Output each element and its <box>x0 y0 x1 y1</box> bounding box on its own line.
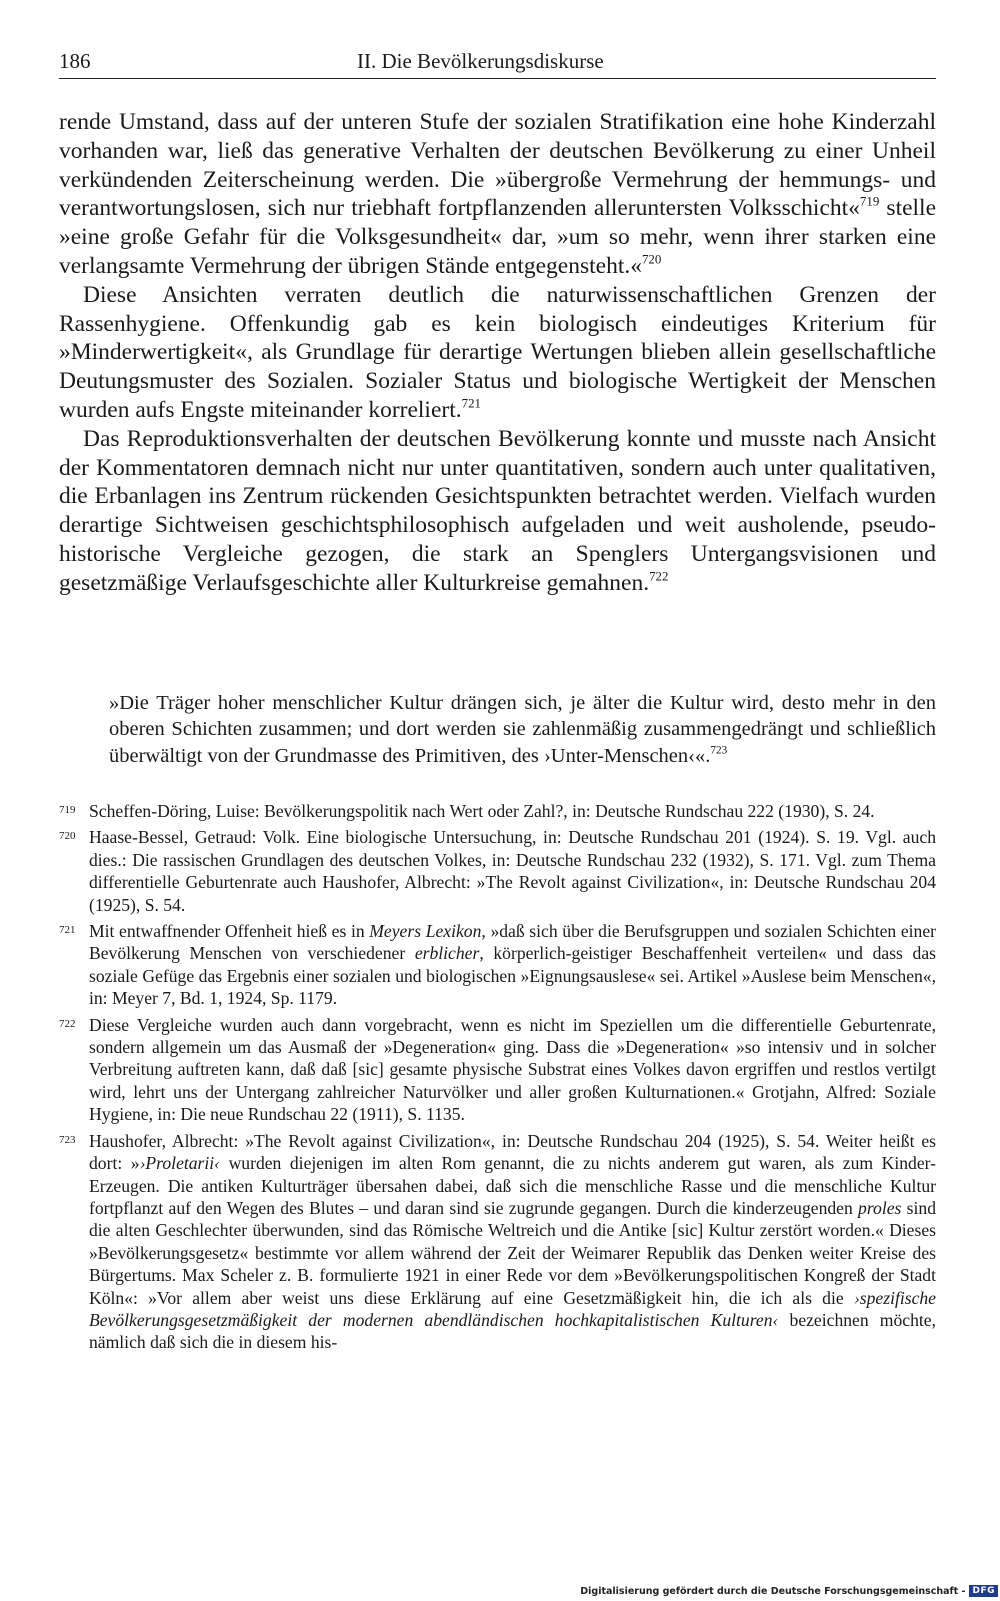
footnote-number: 722 <box>59 1017 76 1030</box>
main-text <box>59 108 936 598</box>
footnote <box>59 920 936 1010</box>
footnote-ref[interactable]: 720 <box>641 251 662 267</box>
footnote-text: bezeichnen möchte, nämlich daß sich die in diesem his- <box>89 1309 936 1353</box>
footnote-text: , körperlich-geistiger Beschaffenheit verteilen« und dass das soziale Gefüge das Ergebnis einer sozialen und biologischen »Eignungsauslese« sei. Artikel »Auslese beim Menschen«, in: Meyer 7, Bd. 1, 1924, Sp. 1179. <box>89 943 936 1009</box>
footnote <box>59 826 936 916</box>
footnote-ref[interactable]: 723 <box>710 744 728 757</box>
block-quote: »Die Träger hoher menschlicher Kultur drängen sich, je älter die Kultur wird, desto mehr in den oberen Schichten zusammen; und dort werden sie zahlenmäßig zusammengedrängt und schließlich überwältigt von der Grundmasse des Primitiven, des ›Unter-Menschen‹«.$^{723}$ <box>109 692 936 767</box>
footnote <box>59 1130 936 1354</box>
dfg-logo: DFG <box>969 1585 998 1597</box>
footnote-text: sind die alten Geschlechter überwunden, sind das Römische Weltreich und die Antike [sic] Kultur zerstört worden.« Dieses »Bevölkerungsgesetz« bestimmte vor allem während der Zeit der Weimarer Republik das Denken weiter Kreise des Bürgertums. Max Scheler z. B. formulierte 1921 in einer Rede vor dem »Bevölkerungspolitischen Kongreß der Stadt Köln«: »Vor allem aber weist uns diese Erklärung auf eine Gesetzmäßigkeit hin, die ich als die <box>89 1197 936 1308</box>
footnote-ref[interactable]: 719 <box>859 193 880 209</box>
running-title: II. Die Bevölkerungsdiskurse <box>357 49 604 73</box>
paragraph-2: Diese Ansichten verraten deutlich die naturwissenschaftlichen Grenzen der Rassenhygiene. Offenkundig gab es kein biologisch eindeutiges Kriterium für »Minderwertigkeit«, als Grundlage für derartige Wertungen blieben allein gesellschaftliche Deutungsmuster des Sozialen. Sozialer Status und biologische Wertigkeit der Menschen wurden aufs Engste miteinander korreliert.$^{721}$ <box>59 281 936 423</box>
paragraph-3: Das Reproduktionsverhalten der deutschen Bevölkerung konnte und musste nach Ansicht der Kommentatoren demnach nicht nur unter quantitativen, sondern auch unter qualitativen, die Erbanlagen ins Zentrum rückenden Gesichtspunkten betrachtet werden. Vielfach wurden derartige Sichtweisen geschichtsphilosophisch aufgeladen und weit ausholende, pseudo-historische Vergleiche gezogen, die stark an Spenglers Untergangsvisionen und gesetzmäßige Verlaufsgeschichte aller Kulturkreise gemahnen.$^{722}$ <box>59 425 936 596</box>
footnote-text: ›spezifische Bevölkerungsgesetzmäßigkeit der modernen abendländischen hochkapitalistischen Kulturen‹ <box>89 1287 936 1330</box>
footnote-ref[interactable]: 722 <box>649 568 669 584</box>
footnote-number: 721 <box>59 924 76 937</box>
footnote-text: Haushofer, Albrecht: »The Revolt against Civilization«, in: Deutsche Rundschau 204 (1925), S. 54. Weiter heißt es dort: » <box>89 1130 936 1174</box>
footnote-text: Haase-Bessel, Getraud: Volk. Eine biologische Untersuchung, in: Deutsche Rundschau 201 (1924). S. 19. Vgl. auch dies.: Die rassischen Grundlagen des deutschen Volkes, in: Deutsche Rundschau 232 (1932), S. 171. Vgl. zum Thema differentielle Geburtenrate auch Haushofer, Albrecht: »The Revolt against Civilization«, in: Deutsche Rundschau 204 (1925), S. 54. <box>89 827 936 915</box>
footnote-text: erblicher <box>414 943 480 964</box>
footnote <box>59 800 936 822</box>
paragraph-1: rende Umstand, dass auf der unteren Stufe der sozialen Stratifikation eine hohe Kinderzahl vorhanden war, ließ das generative Verhalten der deutschen Bevölkerung zu einer Unheil verkündenden Zeiterscheinung werden. Die »übergroße Vermehrung der hemmungs- und verantwortungslosen, sich nur triebhaft fortpflanzenden alleruntersten Volksschicht«$^{719}$ stelle »eine große Gefahr für die Volksgesundheit« dar, »um so mehr, wenn ihrer starken eine verlangsamte Vermehrung der übrigen Stände entgegensteht.«$^{720}$ <box>59 109 937 279</box>
footnote-text: , »daß sich über die Berufsgruppen und sozialen Schichten einer Bevölkerung Menschen von verschiedener <box>89 921 937 964</box>
footnote <box>59 1014 936 1126</box>
digitization-notice <box>580 1585 998 1597</box>
running-header <box>59 48 936 79</box>
footnote-number: 723 <box>59 1133 76 1146</box>
footnote-text: Mit entwaffnender Offenheit hieß es in <box>89 921 370 942</box>
footnote-text: ›Proletarii‹ <box>139 1153 221 1174</box>
footnotes <box>59 800 936 1354</box>
footnote-text: Scheffen-Döring, Luise: Bevölkerungspolitik nach Wert oder Zahl?, in: Deutsche Rundschau 222 (1930), S. 24. <box>89 801 875 821</box>
page-number: 186 <box>59 49 91 73</box>
footnote-number: 719 <box>59 804 76 816</box>
footnote-text: Meyers Lexikon <box>369 921 482 942</box>
digitization-text: Digitalisierung gefördert durch die Deutsche Forschungsgemeinschaft - <box>580 1585 966 1597</box>
footnote-text: proles <box>858 1197 902 1218</box>
footnote-text: wurden diejenigen im alten Rom genannt, die zu nichts anderem gut waren, als zum Kinder-Erzeugen. Die antiken Kulturträger übersahen dabei, daß sich die menschliche Rasse und die menschliche Kultur fortpflanzt auf den Wegen des Blutes – und daran sind sie zugrunde gegangen. Durch die kinderzeugenden <box>89 1153 936 1218</box>
footnote-number: 720 <box>59 830 76 843</box>
footnote-text: Diese Vergleiche wurden auch dann vorgebracht, wenn es nicht im Speziellen um die differentielle Geburtenrate, sondern allgemein um das Ausmaß der »Degeneration« ging. Dass die »Degeneration« »so intensiv und in solcher Verbreitung auftreten kann, daß daß [sic] gesamte physische Substrat eines Volkes davon ergriffen und restlos vertilgt wird, lehrt uns der Untergang zahlreicher Naturvölker und aller großen Kulturnationen.« Grotjahn, Alfred: Soziale Hygiene, in: Die neue Rundschau 22 (1911), S. 1135. <box>89 1014 936 1125</box>
footnote-ref[interactable]: 721 <box>461 395 481 411</box>
